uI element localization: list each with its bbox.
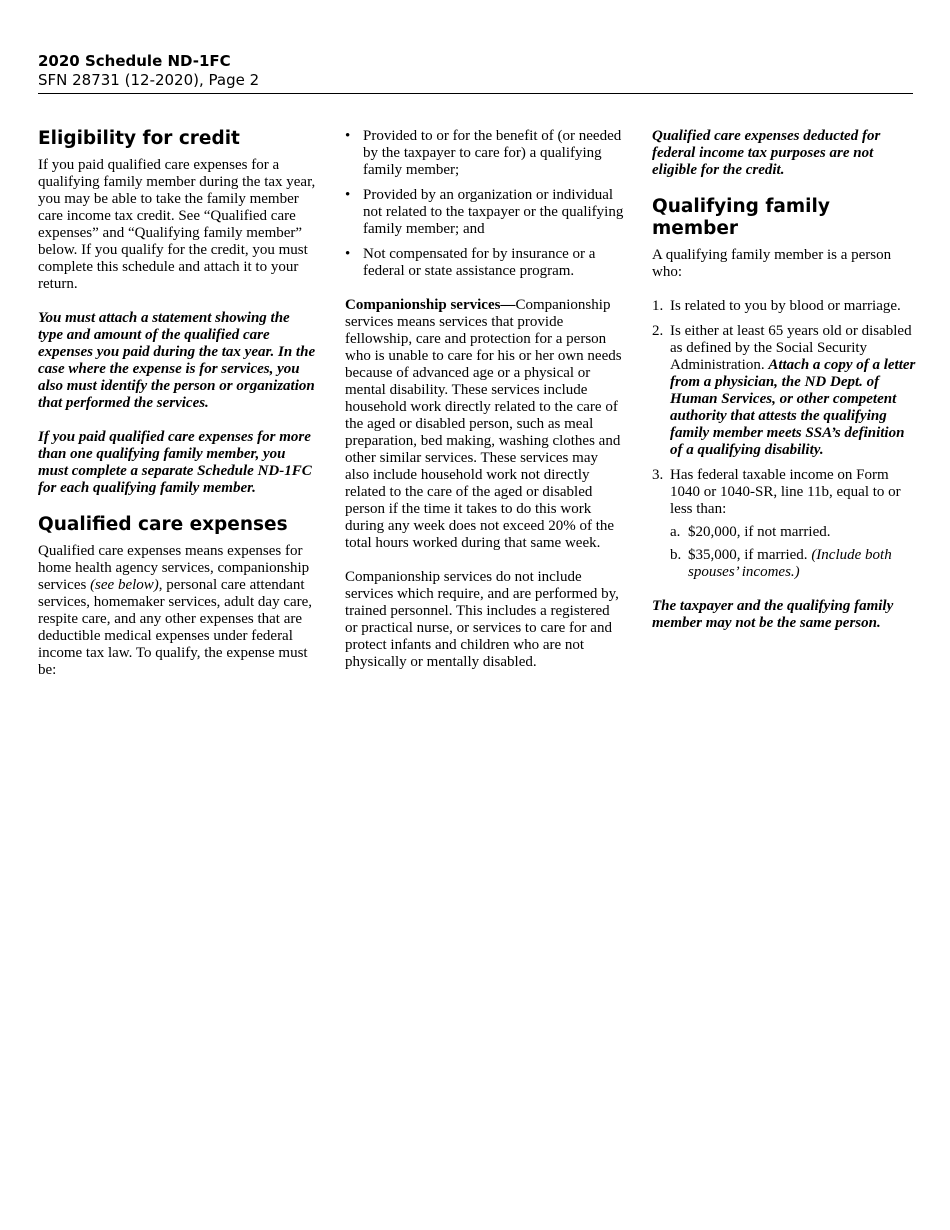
header-divider [38,93,913,94]
form-title: 2020 Schedule ND-1FC [38,52,231,70]
income-limits-list [670,524,917,581]
eligibility-heading: Eligibility for credit [38,128,240,149]
deducted-expenses-note: Qualified care expenses deducted for federal income tax purposes are not eligible for the credit. [652,128,881,178]
list-item [345,128,625,179]
companionship-exclusions: Companionship services do not include services which require, and are performed by, trained personnel. This includes a registered or practical nurse, or services to care for and protect infants and children who are not physically or mentally disabled. [345,569,619,670]
qualified-care-text-a: Qualified care expenses means expenses for home health agency services, companionship services [38,543,310,593]
list-item [652,323,917,459]
column-2 [345,128,625,688]
list-item [652,467,917,581]
list-item-text: Is related to you by blood or marriage. [670,298,901,314]
eligibility-paragraph: If you paid qualified care expenses for a qualifying family member during the tax year, you may be able to take the family member care income tax credit. See “Qualified care expenses” and “Qualifying family member” below. If you qualify for the credit, you must complete this schedule and attach it to your return. [38,157,316,292]
see-below-ref: (see below) [90,577,159,593]
expense-requirements-list [345,128,625,280]
bullet-marker: • [345,187,351,203]
multiple-members-note: If you paid qualified care expenses for more than one qualifying family member, you must complete a separate Schedule ND-1FC for each qualifying family member. [38,429,312,496]
column-3 [652,128,917,649]
companionship-definition: Companionship services means services that provide fellowship, care and protection for a person who is unable to care for his or her own needs because of advanced age or a physical or mental disability. These services include household work directly related to the care of the aged or disabled person, such as meal preparation, bed making, washing clothes and other similar services. These services may also include household work not directly related to the care of the aged or disabled person if the time it takes to do this work during any week does not exceed 20% of the total hours worked during that same week. [345,297,622,551]
item-letter: a. [670,524,681,540]
list-item [670,524,917,541]
item-number: 2. [652,323,664,339]
qualifying-member-intro: A qualifying family member is a person who: [652,247,892,280]
list-item [345,246,625,280]
page-header [38,52,913,90]
list-item [652,298,917,315]
companionship-paragraph [345,297,625,552]
spouses-income-note: (Include both spouses’ incomes.) [688,547,892,580]
item-number: 1. [652,298,664,314]
bullet-marker: • [345,246,351,262]
list-item-text: Provided by an organization or individual not related to the taxpayer or the qualifying family member; and [363,187,624,237]
item-number: 3. [652,467,664,483]
list-item [345,187,625,238]
qualified-care-text-c: , personal care attendant services, homemaker services, adult day care, respite care, and any other expenses that are deductible medical expenses under federal income tax law. To qualify, the expense must be: [38,577,313,678]
list-item-text: $20,000, if not married. [688,524,831,540]
item-letter: b. [670,547,682,563]
column-1 [38,128,318,696]
same-person-note: The taxpayer and the qualifying family member may not be the same person. [652,598,894,631]
qualifying-criteria-list [652,298,917,581]
attach-letter-note: Attach a copy of a letter from a physician, the ND Dept. of Human Services, or other competent authority that attests the qualifying family member meets SSA’s definition of a qualifying disability. [670,357,916,458]
list-item-text: Not compensated for by insurance or a federal or state assistance program. [363,246,596,279]
form-subtitle: SFN 28731 (12-2020), Page 2 [38,71,260,89]
qualified-care-heading: Qualified care expenses [38,514,288,535]
list-item-text: Is either at least 65 years old or disabled as defined by the Social Security Administration. [670,323,912,373]
bullet-marker: • [345,128,351,144]
companionship-label: Companionship services— [345,297,516,313]
qualified-care-paragraph [38,543,318,679]
list-item-text: Has federal taxable income on Form 1040 or 1040-SR, line 11b, equal to or less than: [670,467,901,517]
list-item-text: $35,000, if married. [688,547,812,563]
list-item-text: Provided to or for the benefit of (or needed by the taxpayer to care for) a qualifying family member; [363,128,622,178]
qualifying-member-heading: Qualifying family member [652,196,830,239]
attach-statement-note: You must attach a statement showing the type and amount of the qualified care expenses you paid during the tax year. In the case where the expense is for services, you also must identify the person or organization that performed the services. [38,310,316,411]
list-item [670,547,917,581]
